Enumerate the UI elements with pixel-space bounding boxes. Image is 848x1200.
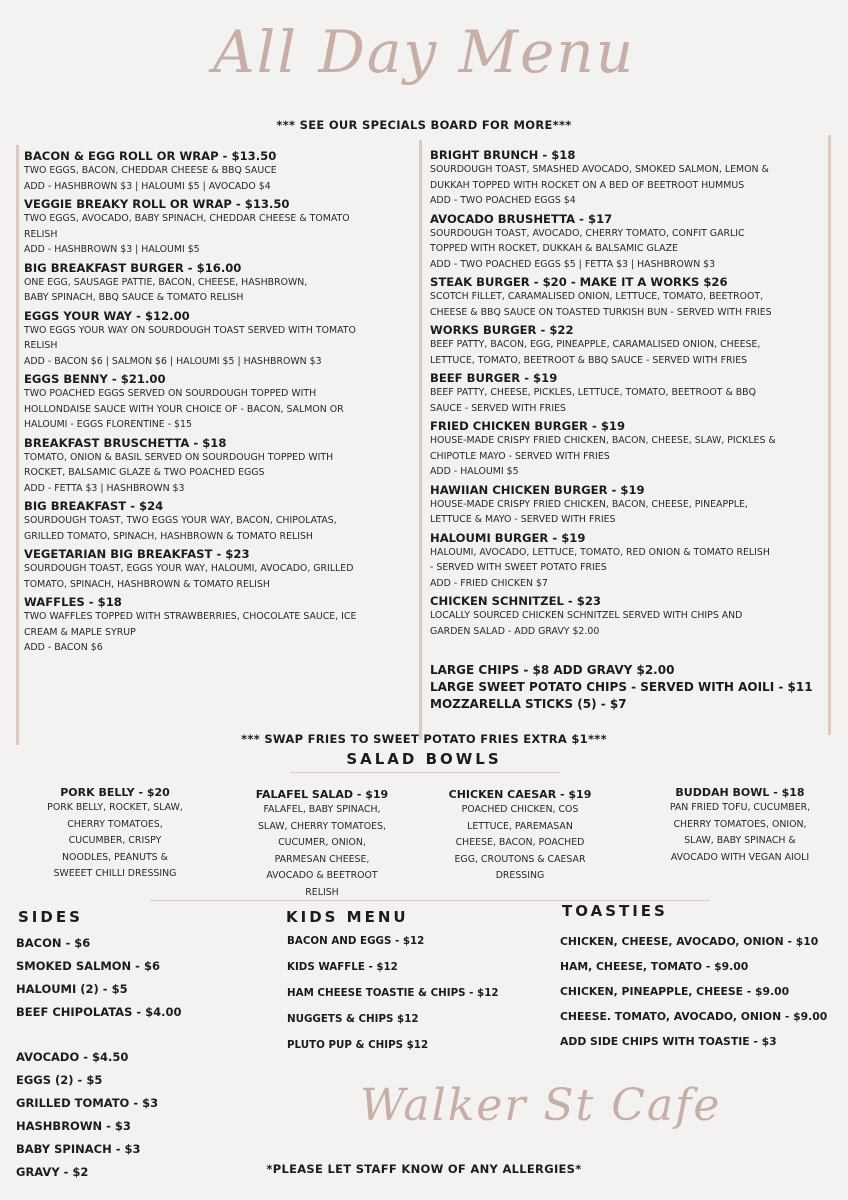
salad-bowls-title: SALAD BOWLS: [346, 750, 502, 768]
menu-item-description: TOPPED WITH ROCKET, DUKKAH & BALSAMIC GLAZE: [430, 243, 678, 254]
menu-item-description: HOUSE-MADE CRISPY FRIED CHICKEN, BACON, CHEESE, SLAW, PICKLES &: [430, 435, 776, 446]
menu-item: [430, 323, 825, 368]
kids-menu-item: NUGGETS & CHIPS $12: [287, 1013, 419, 1025]
menu-item: [430, 148, 825, 209]
menu-item-description: BEEF PATTY, CHEESE, PICKLES, LETTUCE, TOMATO, BEETROOT & BBQ: [430, 387, 756, 398]
menu-item-description: RELISH: [24, 340, 58, 351]
menu-item: [24, 372, 416, 433]
menu-item-description: ADD - BACON $6 | SALMON $6 | HALOUMI $5 | HASHBROWN $3: [24, 355, 322, 367]
salad-item-description: AVOCADO WITH VEGAN AIOLI: [670, 851, 810, 863]
menu-item-description: ADD - BACON $6: [24, 642, 103, 653]
side-item: BABY SPINACH - $3: [16, 1142, 141, 1156]
menu-item-name: BRIGHT BRUNCH - $18: [430, 148, 576, 162]
menu-item: [24, 309, 416, 370]
toastie-item: CHEESE. TOMATO, AVOCADO, ONION - $9.00: [560, 1010, 828, 1023]
menu-item: [24, 436, 416, 497]
menu-item-name: STEAK BURGER - $20 - MAKE IT A WORKS $26: [430, 275, 728, 289]
cafe-signature: Walker St Cafe: [360, 1080, 722, 1131]
menu-item-description: CHEESE & BBQ SAUCE ON TOASTED TURKISH BUN - SERVED WITH FRIES: [430, 306, 772, 318]
toastie-item: CHICKEN, PINEAPPLE, CHEESE - $9.00: [560, 985, 790, 998]
menu-item-description: ADD - HALOUMI $5: [430, 466, 519, 477]
menu-item-description: GARDEN SALAD - ADD GRAVY $2.00: [430, 625, 600, 637]
menu-item: [430, 275, 825, 320]
side-item: GRAVY - $2: [16, 1165, 89, 1179]
kids-menu-list: [287, 928, 547, 1058]
menu-item-description: BABY SPINACH, BBQ SAUCE & TOMATO RELISH: [24, 292, 244, 303]
menu-item-description: CHIPOTLE MAYO - SERVED WITH FRIES: [430, 450, 610, 462]
salad-item-description: FALAFEL, BABY SPINACH,: [263, 804, 381, 815]
menu-item-name: HALOUMI BURGER - $19: [430, 530, 586, 545]
menu-item-description: DUKKAH TOPPED WITH ROCKET ON A BED OF BEETROOT HUMMUS: [430, 179, 745, 191]
menu-item-name: BEEF BURGER - $19: [430, 371, 558, 385]
menu-item-name: BIG BREAKFAST BURGER - $16.00: [24, 260, 242, 275]
menu-item-name: EGGS YOUR WAY - $12.00: [24, 308, 190, 323]
salad-item-description: CHERRY TOMATOES, ONION,: [673, 818, 807, 830]
kids-menu-item: PLUTO PUP & CHIPS $12: [287, 1039, 429, 1051]
menu-item-name: WORKS BURGER - $22: [430, 323, 574, 337]
menu-item-description: HALOUMI - EGGS FLORENTINE - $15: [24, 419, 192, 430]
menu-item-description: TWO EGGS, BACON, CHEDDAR CHEESE & BBQ SAUCE: [24, 165, 277, 176]
menu-item-description: TWO WAFFLES TOPPED WITH STRAWBERRIES, CHOCOLATE SAUCE, ICE: [24, 611, 357, 622]
menu-item-name: CHICKEN SCHNITZEL - $23: [430, 594, 601, 608]
menu-item-name: HAWIIAN CHICKEN BURGER - $19: [430, 482, 645, 497]
menu-item-description: TWO POACHED EGGS SERVED ON SOURDOUGH TOPPED WITH: [24, 388, 317, 399]
salad-item-description: EGG, CROUTONS & CAESAR: [454, 853, 586, 865]
salad-item-name: FALAFEL SALAD - $19: [255, 788, 389, 801]
allergy-note: *PLEASE LET STAFF KNOW OF ANY ALLERGIES*: [266, 1162, 582, 1176]
menu-item-description: ADD - TWO POACHED EGGS $4: [430, 195, 576, 206]
right-menu-column: [430, 148, 825, 642]
menu-item-description: BEEF PATTY, BACON, EGG, PINEAPPLE, CARAMALISED ONION, CHEESE,: [430, 339, 761, 350]
specials-note: *** SEE OUR SPECIALS BOARD FOR MORE***: [276, 118, 572, 132]
menu-item-description: SOURDOUGH TOAST, SMASHED AVOCADO, SMOKED SALMON, LEMON &: [430, 164, 769, 175]
sides-title: SIDES: [18, 908, 83, 926]
menu-item-description: TWO EGGS, AVOCADO, BABY SPINACH, CHEDDAR CHEESE & TOMATO: [24, 213, 350, 224]
left-menu-column: [24, 149, 416, 659]
menu-item-name: VEGGIE BREAKY ROLL OR WRAP - $13.50: [24, 197, 290, 211]
menu-item: [430, 419, 825, 480]
salad-item-description: CHERRY TOMATOES,: [67, 818, 163, 830]
menu-item: [24, 595, 416, 656]
menu-item-description: ROCKET, BALSAMIC GLAZE & TWO POACHED EGGS: [24, 467, 265, 478]
salad-item-description: CHEESE, BACON, POACHED: [455, 837, 585, 848]
salad-item-description: CUCUMBER, CRISPY: [68, 835, 162, 846]
left-border: [16, 145, 19, 745]
menu-item-description: SOURDOUGH TOAST, TWO EGGS YOUR WAY, BACON, CHIPOLATAS,: [24, 515, 337, 526]
side-item: GRILLED TOMATO - $3: [16, 1096, 159, 1110]
menu-item-description: SCOTCH FILLET, CARAMALISED ONION, LETTUCE, TOMATO, BEETROOT,: [430, 291, 764, 302]
menu-item: [24, 261, 416, 306]
side-item: HASHBROWN - $3: [16, 1119, 131, 1133]
salad-item-description: SWEEET CHILLI DRESSING: [53, 868, 177, 879]
menu-item-description: ADD - FRIED CHICKEN $7: [430, 577, 548, 589]
menu-item-description: ADD - HASHBROWN $3 | HALOUMI $5: [24, 244, 200, 255]
menu-item-description: - SERVED WITH SWEET POTATO FRIES: [430, 562, 607, 573]
salad-item-description: AVOCADO & BEETROOT: [266, 870, 378, 881]
menu-item-description: LOCALLY SOURCED CHICKEN SCHNITZEL SERVED WITH CHIPS AND: [430, 610, 743, 621]
salad-item-description: LETTUCE, PAREMASAN: [467, 820, 573, 832]
kids-menu-item: KIDS WAFFLE - $12: [287, 961, 398, 973]
salad-item: [227, 788, 417, 901]
toasties-list: [560, 929, 845, 1054]
side-item: AVOCADO - $4.50: [16, 1050, 129, 1064]
menu-item-description: ONE EGG, SAUSAGE PATTIE, BACON, CHEESE, HASHBROWN,: [24, 276, 308, 288]
menu-item-description: SAUCE - SERVED WITH FRIES: [430, 402, 566, 414]
salad-item-description: NOODLES, PEANUTS &: [62, 851, 168, 863]
menu-item-description: ADD - TWO POACHED EGGS $5 | FETTA $3 | HASHBROWN $3: [430, 258, 716, 270]
toasties-title: TOASTIES: [562, 902, 668, 920]
menu-item-name: BIG BREAKFAST - $24: [24, 499, 164, 513]
menu-item-description: ADD - FETTA $3 | HASHBROWN $3: [24, 482, 185, 494]
extra-menu-item: LARGE CHIPS - $8 ADD GRAVY $2.00: [430, 663, 675, 677]
menu-item-description: LETTUCE, TOMATO, BEETROOT & BBQ SAUCE - SERVED WITH FRIES: [430, 354, 748, 366]
salad-item-name: BUDDAH BOWL - $18: [675, 786, 805, 799]
salad-item: [20, 786, 210, 883]
salad-item-name: CHICKEN CAESAR - $19: [448, 788, 592, 801]
menu-item: [430, 531, 825, 592]
salad-title-underline: [290, 772, 560, 773]
swap-note: *** SWAP FRIES TO SWEET POTATO FRIES EXTRA $1***: [241, 732, 607, 746]
salad-item-description: POACHED CHICKEN, COS: [461, 804, 579, 815]
right-border: [828, 135, 831, 735]
menu-item: [430, 212, 825, 273]
salad-item-description: DRESSING: [495, 870, 545, 881]
extra-menu-item: LARGE SWEET POTATO CHIPS - SERVED WITH AOILI - $11: [430, 680, 813, 694]
salad-item-description: RELISH: [305, 886, 339, 898]
kids-menu-item: BACON AND EGGS - $12: [287, 935, 425, 947]
menu-item-name: BREAKFAST BRUSCHETTA - $18: [24, 435, 227, 450]
salad-item-description: PORK BELLY, ROCKET, SLAW,: [47, 802, 183, 813]
side-item: BACON - $6: [16, 936, 91, 950]
menu-item-description: ADD - HASHBROWN $3 | HALOUMI $5 | AVOCADO $4: [24, 180, 271, 192]
menu-item-description: RELISH: [24, 228, 58, 240]
toastie-item: CHICKEN, CHEESE, AVOCADO, ONION - $10: [560, 935, 819, 948]
right-extras: [430, 662, 825, 713]
lower-section-divider: [150, 900, 710, 901]
menu-item-name: FRIED CHICKEN BURGER - $19: [430, 419, 626, 433]
menu-item-description: TWO EGGS YOUR WAY ON SOURDOUGH TOAST SERVED WITH TOMATO: [24, 324, 356, 336]
salad-item-description: CUCUMER, ONION,: [278, 837, 366, 848]
menu-item-description: LETTUCE & MAYO - SERVED WITH FRIES: [430, 514, 616, 525]
menu-item-description: TOMATO, ONION & BASIL SERVED ON SOURDOUGH TOPPED WITH: [24, 451, 334, 463]
menu-item: [430, 594, 825, 639]
salad-item-description: SLAW, BABY SPINACH &: [684, 835, 796, 846]
toastie-item: ADD SIDE CHIPS WITH TOASTIE - $3: [560, 1035, 777, 1048]
menu-item: [24, 547, 416, 592]
menu-item: [24, 499, 416, 544]
extra-menu-item: MOZZARELLA STICKS (5) - $7: [430, 697, 627, 711]
menu-item-description: SOURDOUGH TOAST, EGGS YOUR WAY, HALOUMI, AVOCADO, GRILLED: [24, 563, 354, 574]
toastie-item: HAM, CHEESE, TOMATO - $9.00: [560, 960, 749, 973]
kids-menu-title: KIDS MENU: [286, 908, 409, 926]
menu-item: [24, 197, 416, 258]
menu-item-description: TOMATO, SPINACH, HASHBROWN & TOMATO RELISH: [24, 578, 270, 590]
side-item: BEEF CHIPOLATAS - $4.00: [16, 1005, 182, 1019]
menu-item-description: CREAM & MAPLE SYRUP: [24, 626, 136, 638]
menu-title: All Day Menu: [212, 18, 636, 86]
salad-item: [640, 786, 840, 866]
menu-item-description: HOLLONDAISE SAUCE WITH YOUR CHOICE OF - BACON, SALMON OR: [24, 403, 344, 415]
center-divider: [419, 140, 422, 740]
kids-menu-item: HAM CHEESE TOASTIE & CHIPS - $12: [287, 987, 499, 999]
menu-item-name: EGGS BENNY - $21.00: [24, 372, 166, 386]
menu-item-description: HALOUMI, AVOCADO, LETTUCE, TOMATO, RED ONION & TOMATO RELISH: [430, 546, 770, 558]
menu-item-name: WAFFLES - $18: [24, 595, 122, 609]
side-item: SMOKED SALMON - $6: [16, 959, 160, 973]
sides-list-1: [16, 932, 276, 1024]
side-item: EGGS (2) - $5: [16, 1073, 103, 1087]
menu-item-description: GRILLED TOMATO, SPINACH, HASHBROWN & TOMATO RELISH: [24, 530, 313, 542]
menu-item: [24, 149, 416, 194]
salad-item: [420, 788, 620, 885]
menu-item-name: AVOCADO BRUSHETTA - $17: [430, 211, 613, 226]
menu-item-description: SOURDOUGH TOAST, AVOCADO, CHERRY TOMATO, CONFIT GARLIC: [430, 227, 745, 239]
salad-item-description: PARMESAN CHEESE,: [274, 853, 370, 865]
salad-item-description: SLAW, CHERRY TOMATOES,: [257, 820, 386, 832]
side-item: HALOUMI (2) - $5: [16, 982, 128, 996]
salad-item-description: PAN FRIED TOFU, CUCUMBER,: [669, 802, 811, 813]
menu-item: [430, 483, 825, 528]
salad-item-name: PORK BELLY - $20: [60, 786, 170, 799]
menu-item-name: BACON & EGG ROLL OR WRAP - $13.50: [24, 149, 277, 163]
menu-item-description: HOUSE-MADE CRISPY FRIED CHICKEN, BACON, CHEESE, PINEAPPLE,: [430, 498, 748, 510]
menu-item-name: VEGETARIAN BIG BREAKFAST - $23: [24, 547, 250, 561]
menu-item: [430, 371, 825, 416]
